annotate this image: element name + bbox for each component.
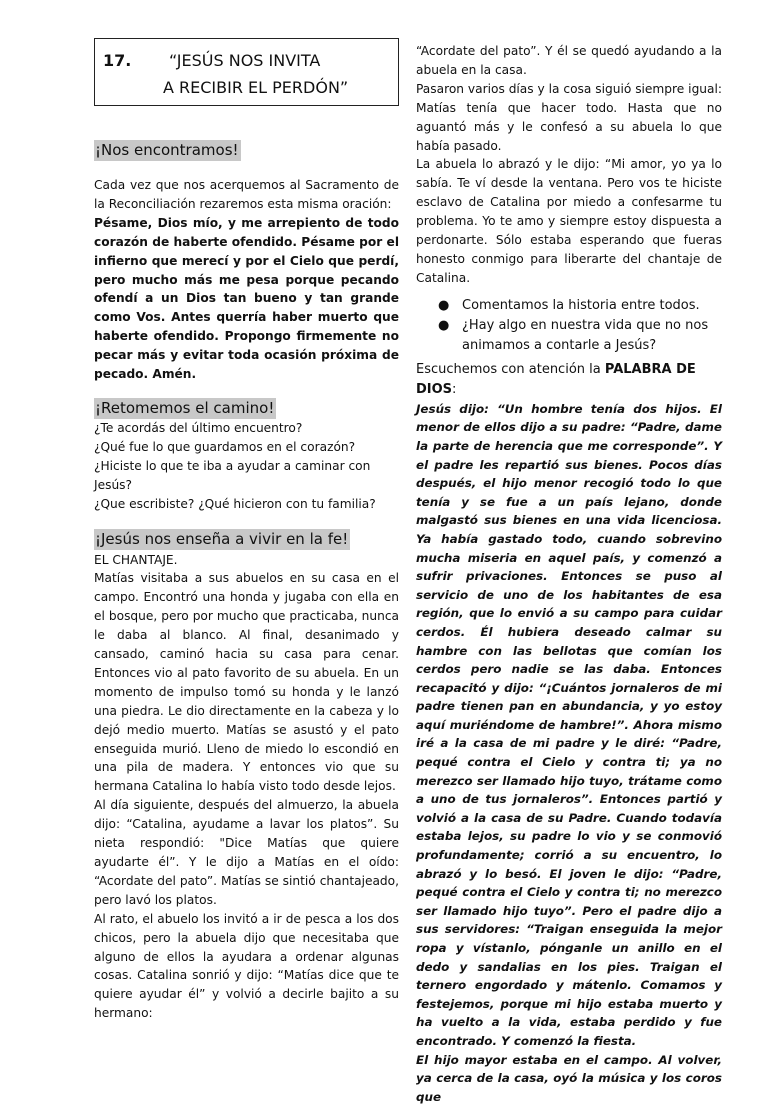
gospel-reading-continued: El hijo mayor estaba en el campo. Al volver, ya cerca de la casa, oyó la música y los coros que [416,1052,722,1104]
review-questions [94,419,399,514]
review-question: ¿Te acordás del último encuentro? [94,420,303,435]
story-paragraph: Matías visitaba a sus abuelos en su casa en el campo. Encontró una honda y jugaba con ella en el bosque, pero por mucho que practicaba, nunca le daba al blanco. Al final, desanimado y cansado, caminó hacia su casa para cenar. Entonces vio al pato favorito de su abuela. En un momento de impulso tomó su honda y le lanzó una piedra. Le dio directamente en la cabeza y lo dejó medio muerto. Matías se asustó y el pato enseguida murió. Lleno de miedo lo escondió en una pila de madera. Y entonces vio que su hermana Catalina lo había visto todo desde lejos. [94,571,399,794]
review-question: ¿Qué fue lo que guardamos en el corazón? [94,439,356,454]
section-heading-encontramos: ¡Nos encontramos! [95,141,239,159]
discussion-item: ● ¿Hay algo en nuestra vida que no nos animamos a contarle a Jesús? [438,317,709,353]
prayer-intro: Cada vez que nos acerquemos al Sacramento de la Reconciliación rezaremos esta misma oración: [94,178,399,211]
right-column [416,42,722,1106]
lesson-title-line2: A RECIBIR EL PERDÓN” [163,78,349,97]
story-paragraph: Al día siguiente, después del almuerzo, la abuela dijo: “Catalina, ayudame a lavar los platos”. Su nieta respondió: "Dice Matías que quiere ayudarte él”. Y le dijo a Matías en el oído: “Acordate del pato”. Matías se sintió chantajeado, pero lavó los platos. [94,798,399,907]
review-question: ¿Hiciste lo que te iba a ayudar a caminar con Jesús? [94,458,371,492]
discussion-list [416,296,722,356]
story-paragraph: “Acordate del pato”. Y él se quedó ayudando a la abuela en la casa. [416,44,722,77]
lesson-title-line1: “JESÚS NOS INVITA [169,51,321,70]
bullet-icon: ● [438,317,450,333]
lesson-title-box [94,38,399,106]
story-paragraph: Pasaron varios días y la cosa siguió siempre igual: Matías tenía que hacer todo. Hasta que no aguantó más y le confesó a su abuela lo que había pasado. [416,81,722,153]
story-title: EL CHANTAJE. [94,552,178,567]
bullet-icon: ● [438,297,450,313]
discussion-item: ● Comentamos la historia entre todos. [416,296,722,316]
left-column [94,38,399,1023]
listen-instruction: Escuchemos con atención la PALABRA DE DIOS: [416,361,696,397]
story-paragraph: Al rato, el abuelo los invitó a ir de pesca a los dos chicos, pero la abuela dijo que necesitaba que alguno de ellos la ayudara a ordenar algunas cosas. Catalina sonrió y dijo: “Matías dice que te quiere ayudar él” y volvió a decirle bajito a su hermano: [94,911,399,1021]
story-paragraph: La abuela lo abrazó y le dijo: “Mi amor, yo ya lo sabía. Te ví desde la ventana. Pero vos te hiciste esclavo de Catalina por miedo a confesarme tu problema. Yo te amo y siempre estoy dispuesta a perdonarte. Sólo estaba esperando que fueras honesto conmigo para liberarte del chantaje de Catalina. [416,157,722,285]
word-of-god-label: PALABRA DE DIOS [416,361,696,397]
lesson-number: 17. [103,51,132,70]
review-question: ¿Que escribiste? ¿Qué hicieron con tu familia? [94,496,376,511]
gospel-reading: Jesús dijo: “Un hombre tenía dos hijos. El menor de ellos dijo a su padre: “Padre, dame la parte de herencia que me corresponde”. Y el padre les repartió sus bienes. Pocos días después, el hijo menor recogió todo lo que tenía y se fue a un país lejano, donde malgastó sus bienes en una vida licenciosa. Ya había gastado todo, cuando sobrevino mucha miseria en aquel país, y comenzó a sufrir privaciones. Entonces se puso al servicio de uno de los habitantes de esa región, que lo envió a su campo para cuidar cerdos. Él hubiera deseado calmar su hambre con las bellotas que comían los cerdos pero nadie se las daba. Entonces recapacitó y dijo: “¡Cuántos jornaleros de mi padre tienen pan en abundancia, y yo estoy aquí muriéndome de hambre!”. Ahora mismo iré a la casa de mi padre y le diré: “Padre, pequé contra el Cielo y contra ti; ya no merezco ser llamado hijo tuyo, trátame como a uno de tus jornaleros”. Entonces partió y volvió a la casa de su Padre. Cuando todavía estaba lejos, su padre lo vio y se conmovió profundamente; corrió a su encuentro, lo abrazó y lo besó. El joven le dijo: “Padre, pequé contra el Cielo y contra ti; no merezco ser llamado hijo tuyo”. Pero el padre dijo a sus servidores: “Traigan enseguida la mejor ropa y vístanlo, pónganle un anillo en el dedo y sandalias en los pies. Traigan el ternero engordado y mátenlo. Comamos y festejemos, porque mi hijo estaba muerto y ha vuelto a la vida, estaba perdido y fue encontrado. Y comenzó la fiesta. [416,401,722,1048]
section-heading-jesus-ensena: ¡Jesús nos enseña a vivir en la fe! [95,529,349,548]
act-of-contrition-prayer: Pésame, Dios mío, y me arrepiento de todo corazón de haberte ofendido. Pésame por el infierno que merecí y por el Cielo que perdí, pero mucho más me pesa porque pecando ofendí a un Dios tan bueno y tan grande como Vos. Antes querría haber muerto que haberte ofendido. Propongo firmemente no pecar más y evitar toda ocasión próxima de pecado. Amén. [94,215,399,382]
section-heading-retomemos: ¡Retomemos el camino! [95,398,275,417]
